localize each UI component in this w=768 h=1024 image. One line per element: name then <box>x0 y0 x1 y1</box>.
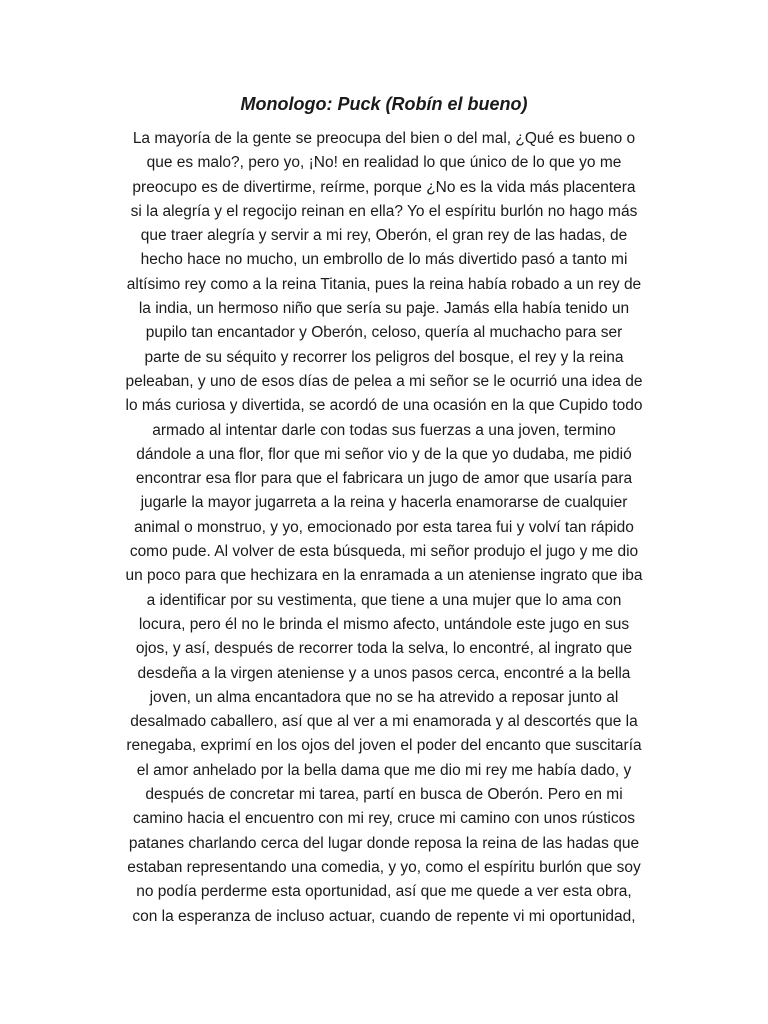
body-line: no podía perderme esta oportunidad, así que me quede a ver esta obra, <box>136 883 632 901</box>
body-line: patanes charlando cerca del lugar donde reposa la reina de las hadas que <box>128 834 640 852</box>
body-line: si la alegría y el regocijo reinan en ella? Yo el espíritu burlón no hago más <box>130 202 638 220</box>
body-line: ojos, y así, después de recorrer toda la selva, lo encontré, al ingrato que <box>135 640 633 658</box>
body-line: armado al intentar darle con todas sus fuerzas a una joven, termino <box>152 421 616 439</box>
body-line: La mayoría de la gente se preocupa del bien o del mal, ¿Qué es bueno o <box>132 130 636 147</box>
body-line: camino hacia el encuentro con mi rey, cruce mi camino con unos rústicos <box>133 810 635 828</box>
document-title: Monologo: Puck (Robín el bueno) <box>240 94 528 114</box>
body-line: dándole a una flor, flor que mi señor vio y de la que yo dudaba, me pidió <box>136 445 632 463</box>
body-line: joven, un alma encantadora que no se ha atrevido a reposar junto al <box>149 688 619 706</box>
body-line: locura, pero él no le brinda el mismo afecto, untándole este jugo en sus <box>138 615 630 633</box>
body-line: preocupo es de divertirme, reírme, porque ¿No es la vida más placentera <box>132 178 636 196</box>
body-line: renegaba, exprimí en los ojos del joven el poder del encanto que suscitaría <box>126 737 642 755</box>
document-body <box>100 127 668 929</box>
body-line: con la esperanza de incluso actuar, cuando de repente vi mi oportunidad, <box>132 907 636 925</box>
body-line: que traer alegría y servir a mi rey, Oberón, el gran rey de las hadas, de <box>140 227 628 245</box>
body-line: animal o monstruo, y yo, emocionado por esta tarea fui y volví tan rápido <box>134 518 634 536</box>
body-line: a identificar por su vestimenta, que tiene a una mujer que lo ama con <box>146 591 622 609</box>
body-line: el amor anhelado por la bella dama que me dio mi rey me había dado, y <box>136 761 632 779</box>
body-line: hecho hace no mucho, un embrollo de lo más divertido pasó a tanto mi <box>140 251 628 269</box>
body-line: peleaban, y uno de esos días de pelea a mi señor se le ocurrió una idea de <box>125 372 643 390</box>
body-line: estaban representando una comedia, y yo, como el espíritu burlón que soy <box>127 858 641 876</box>
body-line: jugarle la mayor jugarreta a la reina y hacerla enamorarse de cualquier <box>140 494 628 512</box>
body-line: pupilo tan encantador y Oberón, celoso, quería al muchacho para ser <box>145 324 623 342</box>
body-line: encontrar esa flor para que el fabricara un jugo de amor que usaría para <box>135 470 633 488</box>
body-line: altísimo rey como a la reina Titania, pues la reina había robado a un rey de <box>126 275 642 293</box>
body-line: lo más curiosa y divertida, se acordó de una ocasión en la que Cupido todo <box>125 397 643 415</box>
body-line: desdeña a la virgen ateniense y a unos pasos cerca, encontré a la bella <box>137 664 631 682</box>
body-line: como pude. Al volver de esta búsqueda, mi señor produjo el jugo y me dio <box>129 543 639 561</box>
body-line: que es malo?, pero yo, ¡No! en realidad lo que único de lo que yo me <box>146 154 622 172</box>
body-line: un poco para que hechizara en la enramada a un ateniense ingrato que iba <box>125 567 643 585</box>
body-line: la india, un hermoso niño que sería su paje. Jamás ella había tenido un <box>138 300 630 318</box>
body-line: parte de su séquito y recorrer los peligros del bosque, el rey y la reina <box>144 348 624 366</box>
body-line: desalmado caballero, así que al ver a mi enamorada y al descortés que la <box>130 713 638 731</box>
body-line: después de concretar mi tarea, partí en busca de Oberón. Pero en mi <box>145 786 623 804</box>
